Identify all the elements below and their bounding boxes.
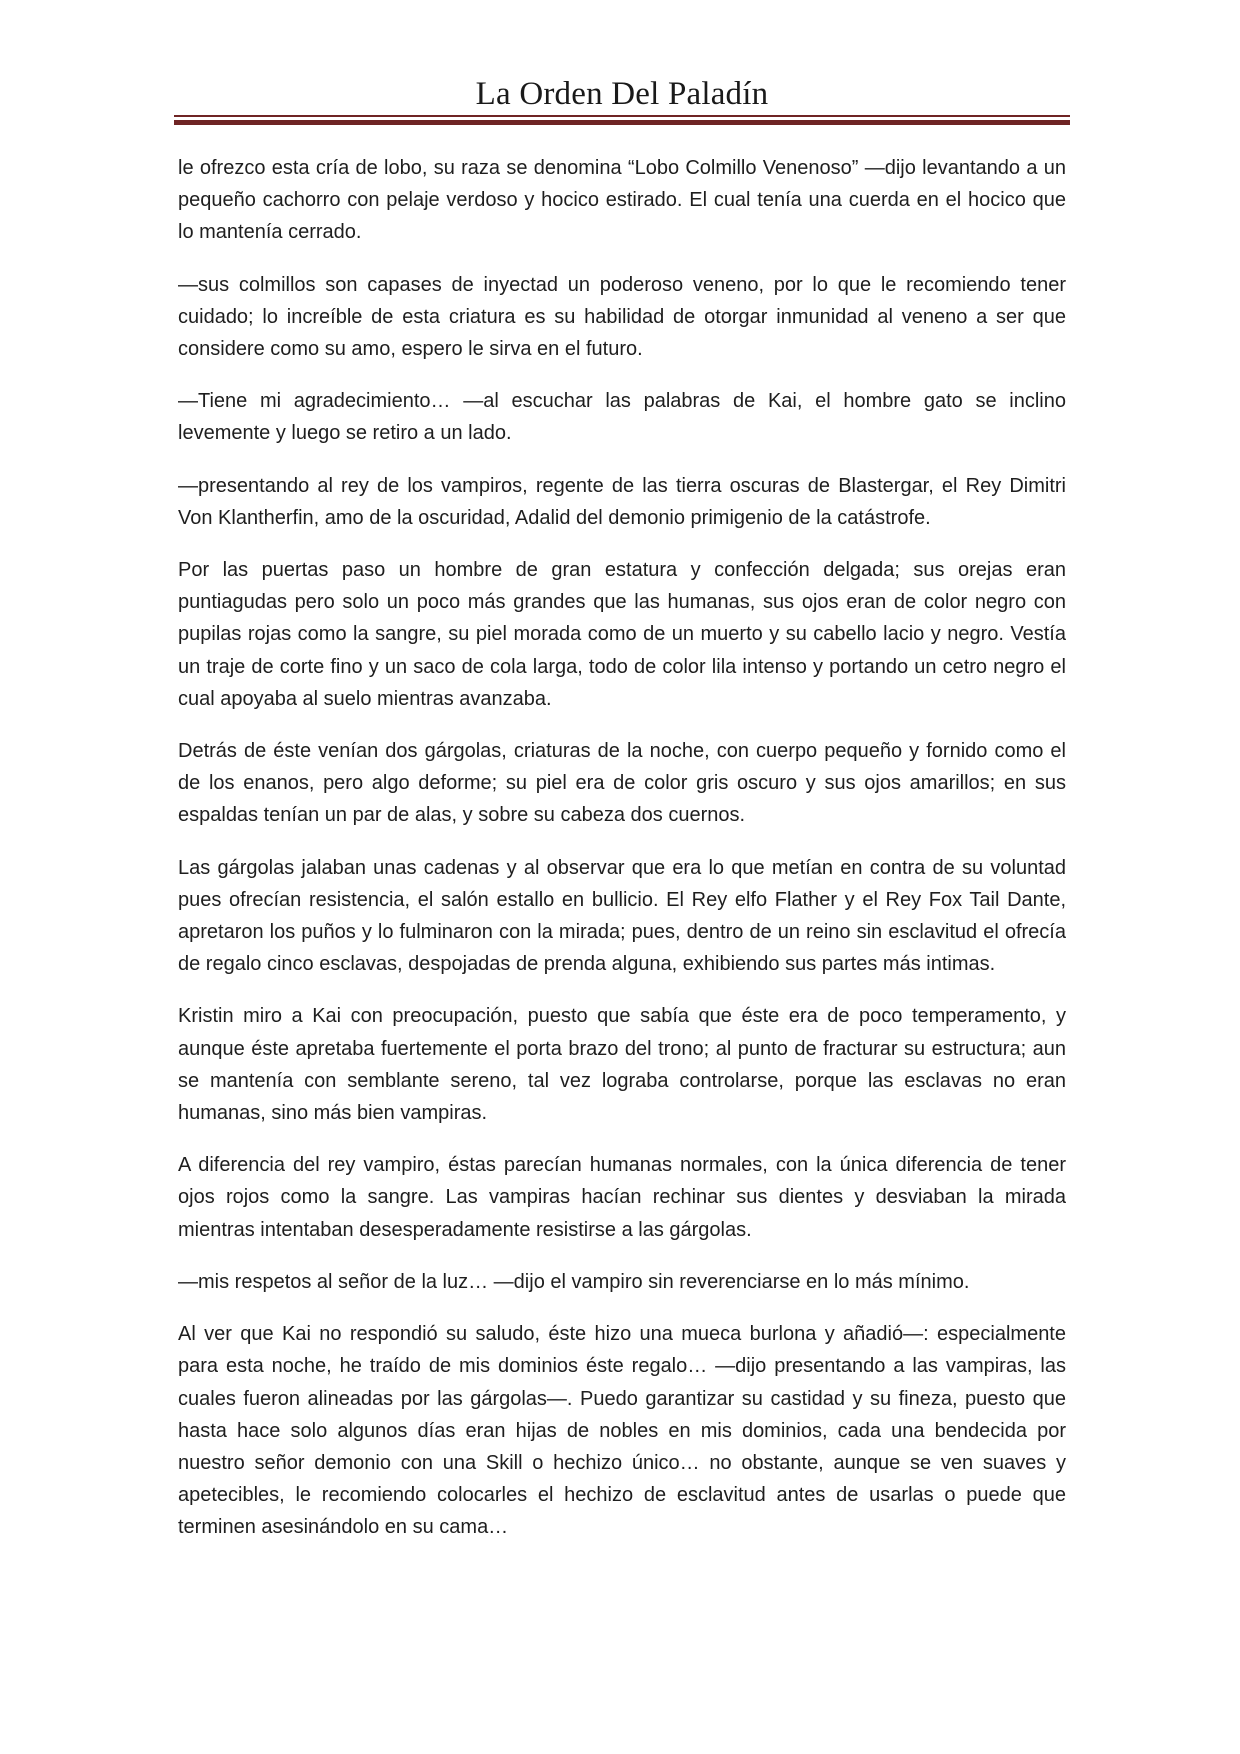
paragraph: A diferencia del rey vampiro, éstas parecían humanas normales, con la única diferencia de tener ojos rojos como la sangre. Las vampiras hacían rechinar sus dientes y desviaban la mirada mientras intentaban desesperadamente resistirse a las gárgolas. [178,1154,1066,1241]
book-title: La Orden Del Paladín [475,76,769,112]
page-header [174,72,1070,116]
paragraph: Kristin miro a Kai con preocupación, puesto que sabía que éste era de poco temperamento, y aunque éste apretaba fuertemente el porta brazo del trono; al punto de fracturar su estructura; aun se mantenía con semblante sereno, tal vez lograba controlarse, porque las esclavas no eran humanas, sino más bien vampiras. [178,1005,1066,1125]
paragraph: Las gárgolas jalaban unas cadenas y al observar que era lo que metían en contra de su voluntad pues ofrecían resistencia, el salón estallo en bullicio. El Rey elfo Flather y el Rey Fox Tail Dante, apretaron los puños y lo fulminaron con la mirada; pues, dentro de un reino sin esclavitud el ofrecía de regalo cinco esclavas, despojadas de prenda alguna, exhibiendo sus partes más intimas. [178,856,1066,976]
body-text [178,152,1066,1564]
paragraph: —sus colmillos son capases de inyectad un poderoso veneno, por lo que le recomiendo tener cuidado; lo increíble de esta criatura es su habilidad de otorgar inmunidad al veneno a ser que considere como su amo, espero le sirva en el futuro. [178,273,1066,361]
paragraph: —presentando al rey de los vampiros, regente de las tierra oscuras de Blastergar, el Rey Dimitri Von Klantherfin, amo de la oscuridad, Adalid del demonio primigenio de la catástrofe. [178,474,1066,529]
paragraph: Detrás de éste venían dos gárgolas, criaturas de la noche, con cuerpo pequeño y fornido como el de los enanos, pero algo deforme; su piel era de color gris oscuro y sus ojos amarillos; en sus espaldas tenían un par de alas, y sobre su cabeza dos cuernos. [178,740,1066,827]
paragraph: le ofrezco esta cría de lobo, su raza se denomina “Lobo Colmillo Venenoso” —dijo levantando a un pequeño cachorro con pelaje verdoso y hocico estirado. El cual tenía una cuerda en el hocico que lo mantenía cerrado. [178,157,1066,244]
paragraph: Por las puertas paso un hombre de gran estatura y confección delgada; sus orejas eran puntiagudas pero solo un poco más grandes que las humanas, sus ojos eran de color negro con pupilas rojas como la sangre, su piel morada como de un muerto y su cabello lacio y negro. Vestía un traje de corte fino y un saco de cola larga, todo de color lila intenso y portando un cetro negro el cual apoyaba al suelo mientras avanzaba. [178,559,1066,710]
header-rule-thin [174,115,1070,117]
paragraph: —Tiene mi agradecimiento… —al escuchar las palabras de Kai, el hombre gato se inclino levemente y luego se retiro a un lado. [178,390,1066,445]
header-rule-thick [174,120,1070,125]
paragraph: Al ver que Kai no respondió su saludo, éste hizo una mueca burlona y añadió—: especialmente para esta noche, he traído de mis dominios éste regalo… —dijo presentando a las vampiras, las cuales fueron alineadas por las gárgolas—. Puedo garantizar su castidad y su fineza, puesto que hasta hace solo algunos días eran hijas de nobles en mis dominios, cada una bendecida por nuestro señor demonio con una Skill o hechizo único… no obstante, aunque se ven suaves y apetecibles, le recomiendo colocarles el hechizo de esclavitud antes de usarlas o puede que terminen asesinándolo en su cama… [178,1323,1066,1539]
paragraph: —mis respetos al señor de la luz… —dijo el vampiro sin reverenciarse en lo más mínimo. [178,1270,970,1293]
